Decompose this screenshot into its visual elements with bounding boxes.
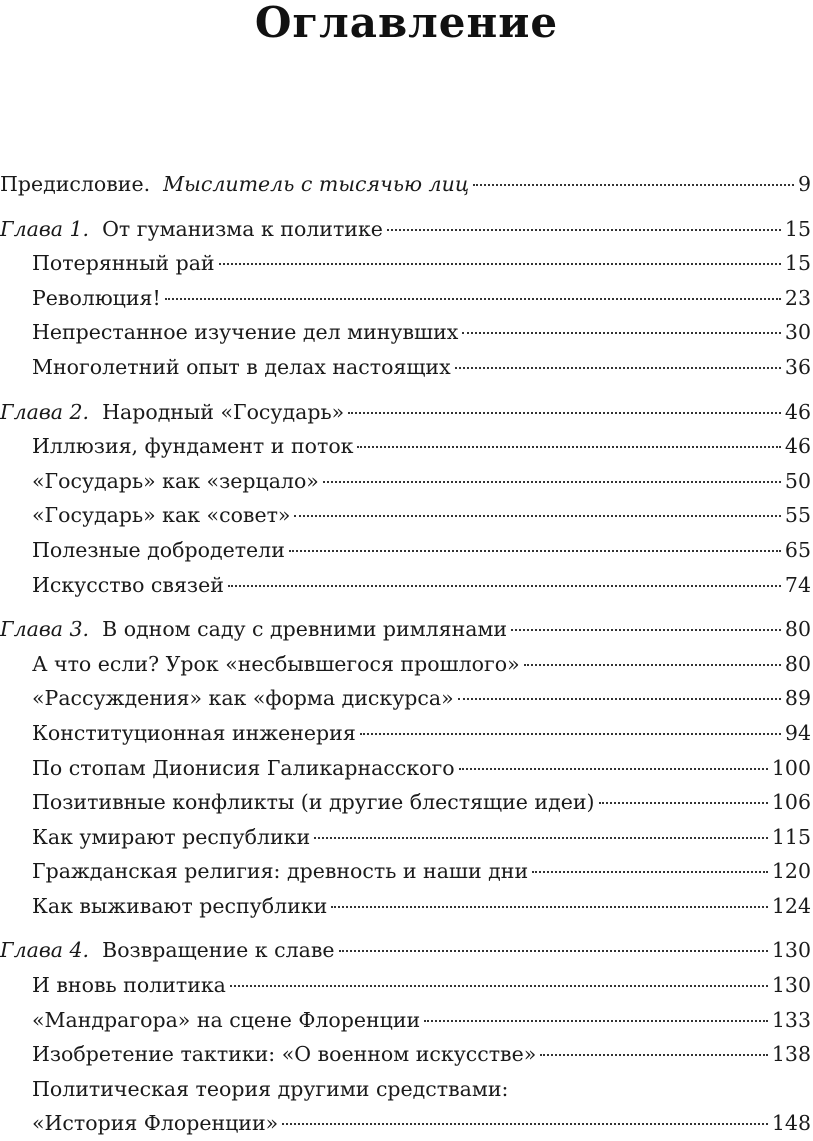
toc-section-row — [0, 1106, 813, 1141]
page-number: 36 — [784, 354, 811, 379]
table-of-contents — [0, 167, 813, 1141]
dot-leader — [360, 733, 781, 735]
dot-leader — [228, 585, 781, 587]
toc-preface-row — [0, 167, 813, 202]
entry-title: Изобретение тактики: «О военном искусстве» — [32, 1042, 537, 1067]
entry-title: «История Флоренции» — [32, 1111, 279, 1136]
toc-section-row — [0, 854, 813, 889]
entry-title: Полезные добродетели — [32, 537, 285, 562]
toc-section-row — [0, 968, 813, 1003]
page-number: 23 — [784, 285, 811, 310]
entry-title: Непрестанное изучение дел минувших — [32, 320, 459, 345]
entry-title: Потерянный рай — [32, 251, 215, 276]
toc-section-row — [0, 246, 813, 281]
page-number: 130 — [771, 973, 811, 998]
entry-title: Возвращение к славе — [102, 938, 335, 963]
dot-leader — [282, 1123, 768, 1125]
page-number: 46 — [784, 434, 811, 459]
page-number: 130 — [771, 938, 811, 963]
dot-leader — [511, 629, 781, 631]
toc-section-row — [0, 716, 813, 751]
dot-leader — [387, 229, 781, 231]
entry-title: Позитивные конфликты (и другие блестящие идеи) — [32, 790, 595, 815]
page-number: 80 — [784, 617, 811, 642]
dot-leader — [165, 298, 781, 300]
dot-leader — [339, 950, 768, 952]
page-number: 55 — [784, 503, 811, 528]
dot-leader — [524, 664, 781, 666]
toc-chapter-row — [0, 612, 813, 647]
page-number: 80 — [784, 651, 811, 676]
page-number: 9 — [797, 172, 811, 196]
dot-leader — [540, 1054, 768, 1056]
entry-title: А что если? Урок «несбывшегося прошлого» — [32, 651, 520, 676]
entry-title: Политическая теория другими средствами: — [32, 1076, 509, 1101]
entry-title: И вновь политика — [32, 973, 226, 998]
page-number: 65 — [784, 537, 811, 562]
page-number: 106 — [771, 790, 811, 815]
toc-section-row — [0, 785, 813, 820]
toc-section-row — [0, 464, 813, 499]
page-number: 15 — [784, 216, 811, 241]
toc-section-row — [0, 498, 813, 533]
page-number: 100 — [771, 755, 811, 780]
dot-leader — [314, 837, 768, 839]
entry-title: «Рассуждения» как «форма дискурса» — [32, 686, 454, 711]
chapter-label: Глава 1. — [0, 216, 90, 241]
page-number: 133 — [771, 1007, 811, 1032]
entry-title: «Государь» как «зерцало» — [32, 468, 319, 493]
dot-leader — [424, 1020, 768, 1022]
page-title: Оглавление — [254, 0, 559, 47]
toc-section-row — [0, 350, 813, 385]
entry-title: Искусство связей — [32, 572, 224, 597]
entry-title: Гражданская религия: древность и наши дни — [32, 859, 529, 884]
dot-leader — [532, 871, 768, 873]
toc-section-row — [0, 429, 813, 464]
toc-section-row — [0, 820, 813, 855]
chapter-label: Глава 2. — [0, 399, 90, 424]
page-number: 30 — [784, 320, 811, 345]
chapter-label: Глава 4. — [0, 938, 90, 963]
dot-leader — [357, 446, 780, 448]
toc-chapter-row — [0, 212, 813, 247]
page-number: 15 — [784, 251, 811, 276]
page-number: 120 — [771, 859, 811, 884]
entry-title: Конституционная инженерия — [32, 720, 356, 745]
toc-section-row — [0, 568, 813, 603]
dot-leader — [294, 515, 780, 517]
page-number: 50 — [784, 468, 811, 493]
entry-title: Иллюзия, фундамент и поток — [32, 434, 354, 459]
dot-leader — [230, 985, 768, 987]
entry-title: Народный «Государь» — [102, 399, 345, 424]
entry-title: В одном саду с древними римлянами — [102, 617, 508, 642]
toc-section-row — [0, 681, 813, 716]
entry-title: Как умирают республики — [32, 824, 311, 849]
dot-leader — [219, 263, 781, 265]
page-number: 74 — [784, 572, 811, 597]
page-number: 94 — [784, 720, 811, 745]
dot-leader — [459, 768, 768, 770]
toc-section-row — [0, 1072, 813, 1107]
page-number: 115 — [771, 824, 811, 849]
toc-section-row — [0, 281, 813, 316]
toc-section-row — [0, 1003, 813, 1038]
dot-leader — [348, 412, 781, 414]
toc-section-row — [0, 533, 813, 568]
dot-leader — [458, 698, 781, 700]
dot-leader — [462, 332, 781, 334]
toc-section-row — [0, 751, 813, 786]
entry-title: Мыслитель с тысячью лиц — [163, 172, 470, 196]
preface-label: Предисловие. — [0, 172, 151, 196]
dot-leader — [455, 367, 781, 369]
page-number: 89 — [784, 686, 811, 711]
entry-title: По стопам Дионисия Галикарнасского — [32, 755, 455, 780]
entry-title: Как выживают республики — [32, 893, 328, 918]
toc-chapter-row — [0, 933, 813, 968]
page-number: 148 — [771, 1111, 811, 1136]
toc-section-row — [0, 647, 813, 682]
chapter-label: Глава 3. — [0, 617, 90, 642]
entry-title: «Государь» как «совет» — [32, 503, 291, 528]
toc-section-row — [0, 889, 813, 924]
dot-leader — [473, 184, 794, 186]
entry-title: От гуманизма к политике — [102, 216, 383, 241]
dot-leader — [323, 481, 781, 483]
dot-leader — [289, 550, 781, 552]
entry-title: Революция! — [32, 285, 161, 310]
toc-section-row — [0, 315, 813, 350]
page-number: 138 — [771, 1042, 811, 1067]
entry-title: Многолетний опыт в делах настоящих — [32, 354, 451, 379]
dot-leader — [599, 802, 768, 804]
dot-leader — [331, 906, 768, 908]
page-number: 46 — [784, 399, 811, 424]
toc-chapter-row — [0, 395, 813, 430]
entry-title: «Мандрагора» на сцене Флоренции — [32, 1007, 421, 1032]
page-number: 124 — [771, 893, 811, 918]
toc-section-row — [0, 1037, 813, 1072]
